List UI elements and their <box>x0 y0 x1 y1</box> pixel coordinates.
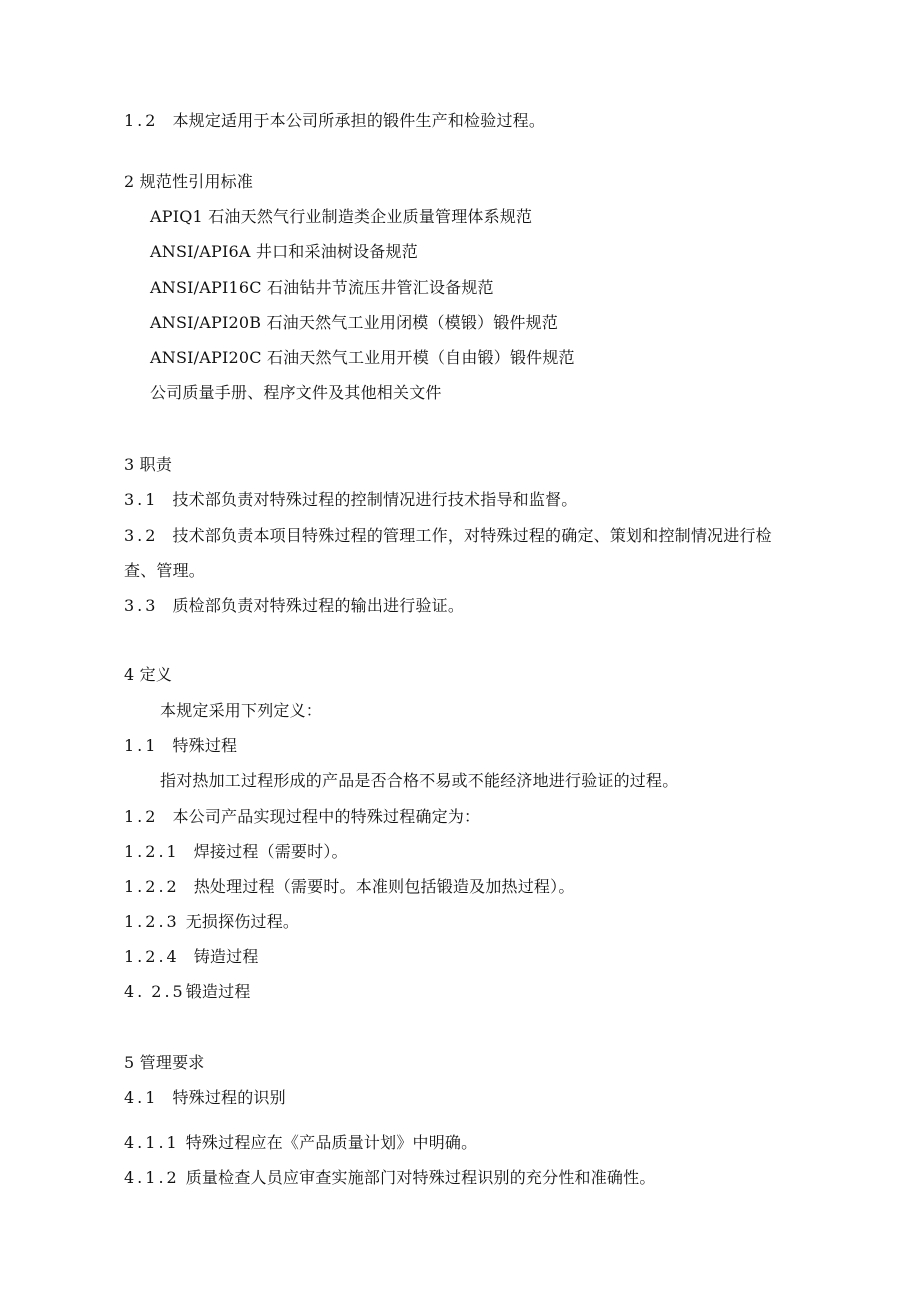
section-heading-3: 3 职责 <box>124 455 173 474</box>
reference-item: 公司质量手册、程序文件及其他相关文件 <box>150 383 442 402</box>
clause-text: 焊接过程（需要时）。 <box>193 842 348 861</box>
sub-clause-4-2-5 <box>124 981 251 1003</box>
reference-item: APIQ1 石油天然气行业制造类企业质量管理体系规范 <box>150 207 533 226</box>
clause-3-3 <box>124 595 464 617</box>
clause-3-1 <box>124 489 577 511</box>
reference-item: ANSI/API16C 石油钻井节流压井管汇设备规范 <box>150 278 494 297</box>
clause-number: 1.1 <box>124 736 159 755</box>
clause-3-2-continuation: 查、管理。 <box>124 561 206 580</box>
clause-number: 1.2.1 <box>124 842 180 861</box>
clause-number: 4.1.2 <box>124 1168 180 1187</box>
clause-text: 质量检查人员应审查实施部门对特殊过程识别的充分性和准确性。 <box>185 1168 656 1187</box>
clause-text: 锻造过程 <box>185 982 251 1001</box>
clause-1-2 <box>124 110 545 132</box>
clause-number: 1.2.3 <box>124 912 180 931</box>
definition-1-2 <box>124 806 480 828</box>
clause-number-suffix: 2.5 <box>151 982 186 1001</box>
clause-4-1 <box>124 1087 286 1109</box>
section-heading-2: 2 规范性引用标准 <box>124 172 254 191</box>
clause-text: 铸造过程 <box>193 947 259 966</box>
clause-text: 特殊过程应在《产品质量计划》中明确。 <box>185 1133 478 1152</box>
clause-number: 1.2 <box>124 807 159 826</box>
clause-number: 1.2 <box>124 111 159 130</box>
clause-number: 4. <box>124 982 146 1001</box>
clause-3-2 <box>124 525 772 547</box>
section-heading-5: 5 管理要求 <box>124 1053 205 1072</box>
clause-text: 本公司产品实现过程中的特殊过程确定为： <box>172 807 481 826</box>
reference-item: ANSI/API20C 石油天然气工业用开模（自由锻）锻件规范 <box>150 348 575 367</box>
clause-number: 1.2.2 <box>124 877 180 896</box>
sub-clause-4-1-1 <box>124 1132 477 1154</box>
clause-number: 4.1 <box>124 1088 159 1107</box>
clause-number: 3.3 <box>124 596 159 615</box>
clause-number: 3.2 <box>124 526 159 545</box>
reference-item: ANSI/API20B 石油天然气工业用闭模（模锻）锻件规范 <box>150 313 559 332</box>
clause-text: 热处理过程（需要时。本准则包括锻造及加热过程）。 <box>193 877 575 896</box>
clause-number: 3.1 <box>124 490 159 509</box>
sub-clause-1-2-4 <box>124 946 259 968</box>
definition-description: 指对热加工过程形成的产品是否合格不易或不能经济地进行验证的过程。 <box>160 771 679 790</box>
clause-number: 1.2.4 <box>124 947 180 966</box>
definition-1-1 <box>124 735 237 757</box>
sub-clause-1-2-1 <box>124 841 348 863</box>
sub-clause-4-1-2 <box>124 1167 656 1189</box>
clause-text: 无损探伤过程。 <box>185 912 300 931</box>
definition-intro: 本规定采用下列定义： <box>160 701 323 720</box>
reference-item: ANSI/API6A 井口和采油树设备规范 <box>150 242 418 261</box>
sub-clause-1-2-2 <box>124 876 575 898</box>
section-heading-4: 4 定义 <box>124 665 173 684</box>
clause-text: 特殊过程 <box>172 736 238 755</box>
sub-clause-1-2-3 <box>124 911 299 933</box>
clause-text: 本规定适用于本公司所承担的锻件生产和检验过程。 <box>172 111 546 130</box>
clause-text: 质检部负责对特殊过程的输出进行验证。 <box>172 596 465 615</box>
clause-text: 技术部负责对特殊过程的控制情况进行技术指导和监督。 <box>172 490 578 509</box>
clause-number: 4.1.1 <box>124 1133 180 1152</box>
clause-text: 技术部负责本项目特殊过程的管理工作，对特殊过程的确定、策划和控制情况进行检 <box>172 526 772 545</box>
clause-text: 特殊过程的识别 <box>172 1088 286 1107</box>
